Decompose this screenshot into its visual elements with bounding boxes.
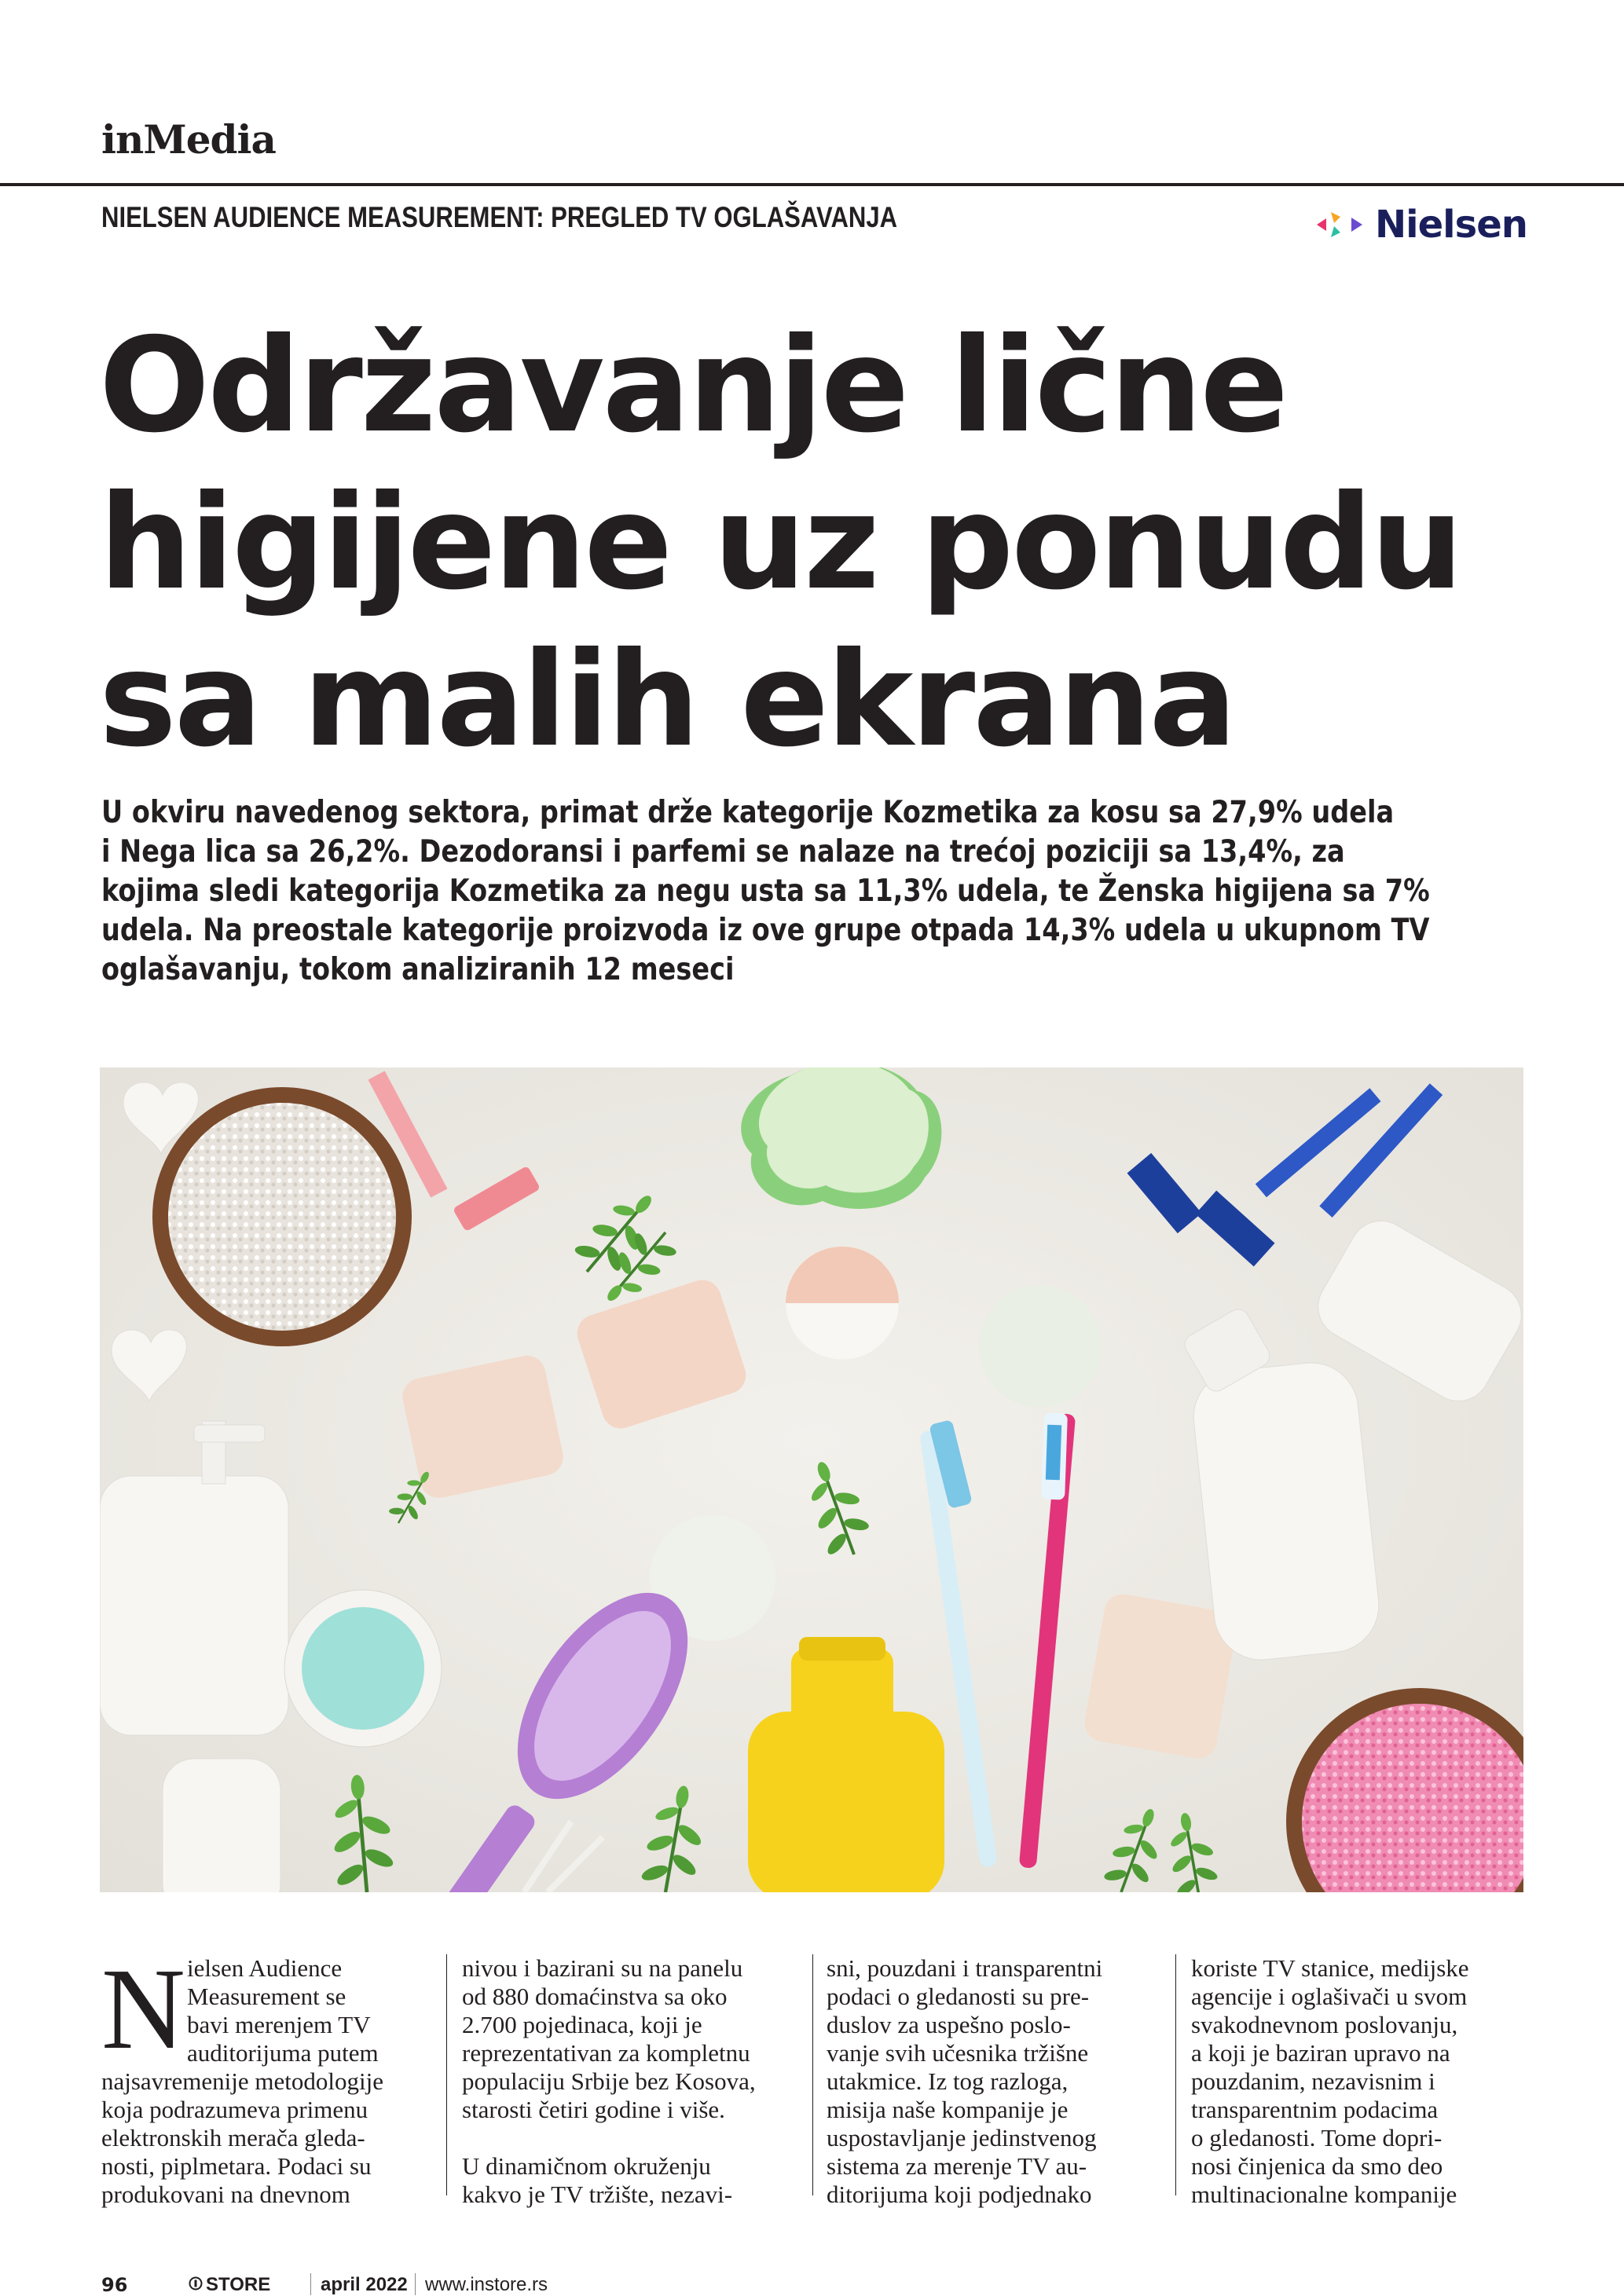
column-rule [812,1954,813,2195]
footer-separator [310,2273,311,2295]
body-column-4 [1191,1954,1509,2209]
body-line: kakvo je TV tržište, nezavi- [462,2181,733,2208]
body-line: sistema za merenje TV au- [827,2152,1087,2180]
body-line: koriste TV stanice, medijske [1191,1954,1469,1982]
body-line: agencije i oglašivači u svom [1191,1983,1468,2010]
body-line: od 880 domaćinstva sa oko [462,1983,728,2010]
body-line: uspostavljanje jedinstvenog [827,2124,1097,2151]
body-line: vanje svih učesnika tržišne [827,2039,1089,2067]
body-line: transparentnim podacima [1191,2096,1439,2123]
body-line [462,2124,779,2152]
body-line: multinacionalne kompanije [1191,2181,1457,2208]
body-line: elektronskih merača gleda- [101,2124,365,2151]
column-rule [1175,1954,1176,2195]
issue-date: april 2022 [321,2274,408,2295]
body-line: produkovani na dnevnom [101,2181,350,2208]
lead-line: udela. Na preostale kategorije proizvoda iz ove grupe otpada 14,3% udela u ukupnom TV [101,913,1430,948]
body-line: misija naše kompanije je [827,2096,1069,2123]
body-line: o gledanosti. Tome dopri- [1191,2124,1443,2151]
headline-line: sa malih ekrana [99,624,1235,776]
website-link[interactable]: www.instore.rs [425,2274,548,2295]
nielsen-logo-mark-icon [1314,209,1366,240]
dropcap: N [101,1945,185,2074]
lead-line: oglašavanju, tokom analiziranih 12 meseci [101,952,735,987]
body-line: podaci o gledanosti su pre- [827,1983,1090,2010]
footer-separator [415,2273,416,2295]
body-line: nivou i bazirani su na panelu [462,1954,743,1982]
body-line: sni, pouzdani i transparentni [827,1954,1103,1982]
headline-line: higijene uz ponudu [99,467,1461,619]
lead-line: U okviru navedenog sektora, primat drže kategorije Kozmetika za kosu sa 27,9% udela [101,795,1395,830]
body-line: a koji je baziran upravo na [1191,2039,1450,2067]
body-column-2 [462,1954,779,2209]
header-rule [0,183,1624,186]
lead-line: i Nega lica sa 26,2%. Dezodoransi i parfemi se nalaze na trećoj poziciji sa 13,4%, za [101,834,1345,870]
body-line: Measurement se [187,1983,346,2010]
body-line: auditorijuma putem [187,2039,379,2067]
body-column-3 [827,1954,1144,2209]
lead-line: kojima sledi kategorija Kozmetika za negu usta sa 11,3% udela, te Ženska higijena sa 7% [101,873,1430,909]
body-line: svakodnevnom poslovanju, [1191,2011,1458,2038]
hygiene-products-photo [100,1067,1523,1892]
nielsen-logo-text: Nielsen [1375,203,1527,247]
page-number: 96 [101,2274,128,2296]
body-line: utakmice. Iz tog razloga, [827,2067,1069,2095]
body-line: koja podrazumeva primenu [101,2096,368,2123]
column-rule [446,1954,447,2195]
headline [99,308,1560,779]
nielsen-logo [1314,203,1527,247]
instore-logo-icon [189,2276,203,2291]
body-line: starosti četiri godine i više. [462,2096,725,2123]
magazine-name: STORE [206,2274,271,2295]
body-line: najsavremenije metodologije [101,2067,383,2095]
body-line: nosti, piplmetara. Podaci su [101,2152,372,2180]
body-line: pouzdanim, nezavisnim i [1191,2067,1435,2095]
headline-line: Održavanje lične [99,310,1287,462]
body-line: U dinamičnom okruženju [462,2152,711,2180]
body-line: populaciju Srbije bez Kosova, [462,2067,756,2095]
body-line: reprezentativan za kompletnu [462,2039,750,2067]
body-line: ditorijuma koji podjednako [827,2181,1092,2208]
body-line: bavi merenjem TV [187,2011,371,2038]
body-line: nosi činjenica da smo deo [1191,2152,1443,2180]
body-column-1 [101,1945,419,2209]
body-line: duslov za uspešno poslo- [827,2011,1071,2038]
section-label: inMedia [101,116,276,163]
body-line: ielsen Audience [187,1954,343,1982]
kicker: NIELSEN AUDIENCE MEASUREMENT: PREGLED TV OGLAŠAVANJA [101,201,898,233]
body-line: 2.700 pojedinaca, koji je [462,2011,702,2038]
lead-paragraph [101,793,1513,990]
